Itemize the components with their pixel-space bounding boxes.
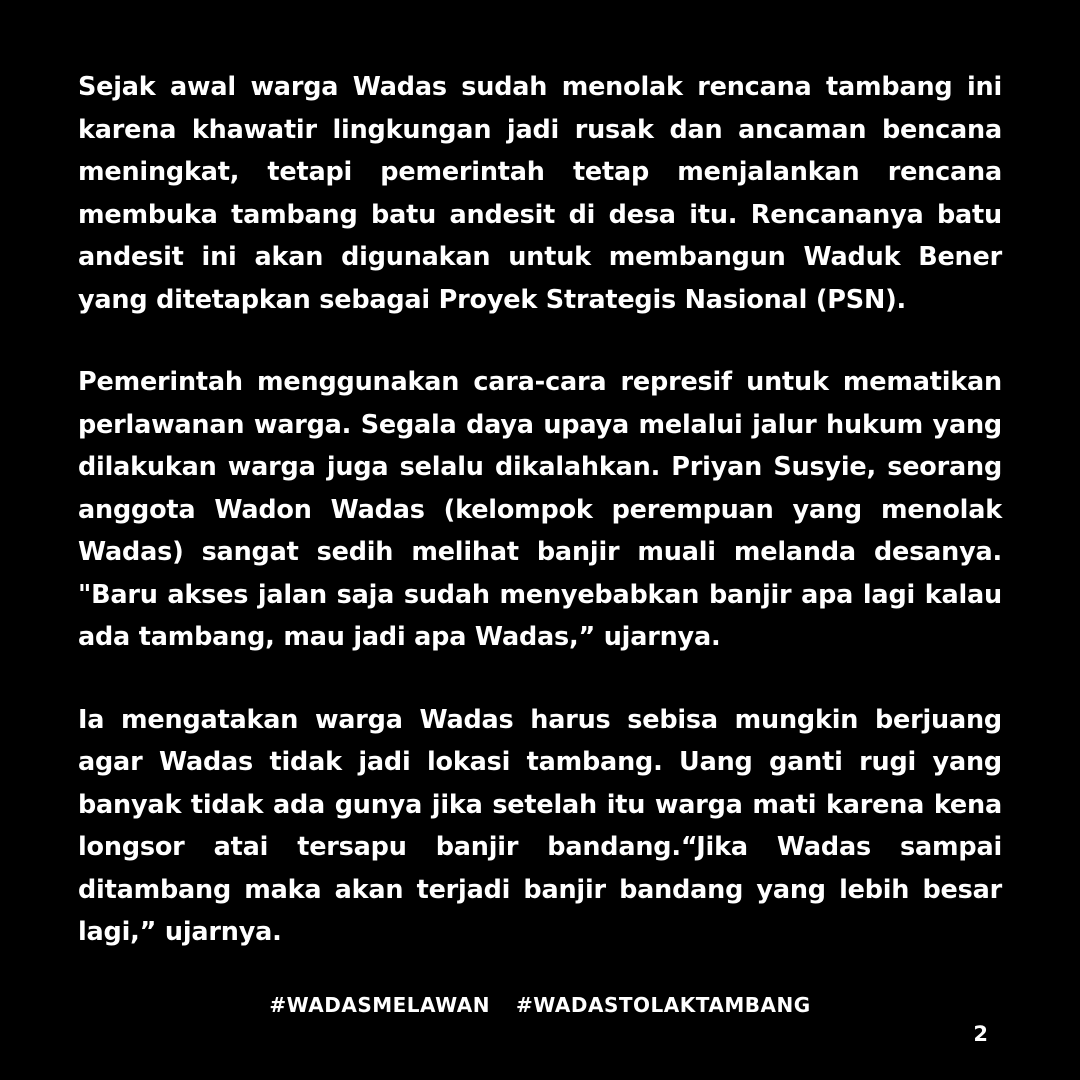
hashtag-wadas-tolak-tambang: #WADASTOLAKTAMBANG	[516, 993, 811, 1017]
paragraph-1: Sejak awal warga Wadas sudah menolak rencana tambang ini karena khawatir lingkungan jadi rusak dan ancaman bencana meningkat, tetapi pemerintah tetap menjalankan rencana membuka tambang batu andesit di desa itu. Rencananya batu andesit ini akan digunakan untuk membangun Waduk Bener yang ditetapkan sebagai Proyek Strategis Nasional (PSN).	[78, 72, 1002, 315]
hashtag-footer	[0, 993, 1080, 1017]
paragraph-3: Ia mengatakan warga Wadas harus sebisa mungkin berjuang agar Wadas tidak jadi lokasi tambang. Uang ganti rugi yang banyak tidak ada gunya jika setelah itu warga mati karena kena longsor atai tersapu banjir bandang.“Jika Wadas sampai ditambang maka akan terjadi banjir bandang yang lebih besar lagi,” ujarnya.	[78, 704, 1002, 947]
article-body	[78, 66, 1002, 994]
page-number: 2	[973, 1022, 988, 1046]
paragraph-2: Pemerintah menggunakan cara-cara represif untuk mematikan perlawanan warga. Segala daya upaya melalui jalur hukum yang dilakukan warga juga selalu dikalahkan. Priyan Susyie, seorang anggota Wadon Wadas (kelompok perempuan yang menolak Wadas) sangat sedih melihat banjir muali melanda desanya. "Baru akses jalan saja sudah menyebabkan banjir apa lagi kalau ada tambang, mau jadi apa Wadas,” ujarnya.	[78, 367, 1002, 652]
hashtag-wadas-melawan: #WADASMELAWAN	[269, 993, 491, 1017]
